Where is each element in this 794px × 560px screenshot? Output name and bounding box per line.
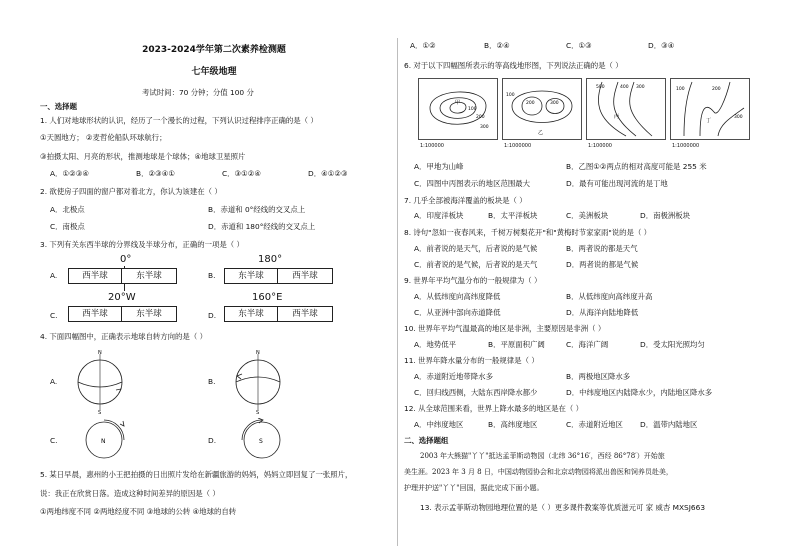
q3-option-c-letter[interactable]: C. <box>50 311 58 320</box>
q6-map-jia <box>418 78 498 140</box>
q6-stem: 6. 对于以下四幅图所表示的等高线地形图，下列说法正确的是（ ） <box>404 61 623 70</box>
q4-globe-b-figure <box>224 350 292 414</box>
q6-yi-label: 乙 <box>538 130 544 136</box>
q5-statements: ①两地纬度不同 ②两地经度不同 ③地球的公转 ④地球的自转 <box>40 507 237 516</box>
q5-stem-line2: 说：我正在欣赏日落。造成这种时间差异的原因是（ ） <box>40 489 220 498</box>
q6-jia-val-3: 300 <box>480 125 489 130</box>
q3-option-b-east: 西半球 <box>277 269 332 283</box>
q4-globe-c-figure <box>74 418 134 462</box>
q12-option-d[interactable]: D．温带内陆地区 <box>640 420 698 429</box>
q8-option-d[interactable]: D．两者说的都是气候 <box>566 260 639 269</box>
q9-stem: 9. 世界年平均气温分布的一般规律为（ ） <box>404 276 542 285</box>
q6-jia-val-2: 200 <box>476 115 485 120</box>
svg-text:S: S <box>259 438 263 445</box>
q4-stem: 4. 下面四幅图中，正确表示地球自转方向的是（ ） <box>40 332 207 341</box>
q12-option-c[interactable]: C．赤道附近地区 <box>566 420 623 429</box>
q10-option-b[interactable]: B．平原面积广阔 <box>488 340 545 349</box>
q1-option-b[interactable]: B．②③④① <box>136 169 175 178</box>
q3-option-a-west: 西半球 <box>82 271 108 281</box>
q9-option-a[interactable]: A．从低纬度向高纬度降低 <box>414 292 501 301</box>
q1-option-a[interactable]: A．①②③④ <box>50 169 89 178</box>
column-divider <box>397 38 398 546</box>
q1-option-d[interactable]: D．④①②③ <box>308 169 348 178</box>
q10-option-d[interactable]: D．受太阳光照均匀 <box>640 340 705 349</box>
q8-option-a[interactable]: A．前者说的是天气，后者说的是气候 <box>414 244 538 253</box>
q4-option-b-letter[interactable]: B. <box>208 377 216 386</box>
q7-option-a[interactable]: A．印度洋板块 <box>414 211 464 220</box>
q8-stem: 8. 诗句"忽如一夜春风来，千树万树梨花开"和"黄梅时节家家雨"说的是（ ） <box>404 228 652 237</box>
q3-option-b-west: 东半球 <box>238 271 264 281</box>
q6-map-yi <box>502 78 582 140</box>
q4-option-c-letter[interactable]: C. <box>50 436 58 445</box>
q2-option-b[interactable]: B．赤道和 0°经线的交叉点上 <box>208 205 306 214</box>
q6-yi-val-3: 300 <box>550 101 559 106</box>
q5-option-a[interactable]: A．①② <box>410 41 436 50</box>
q6-scale-1: 1:100000 <box>420 143 444 149</box>
q6-option-a[interactable]: A．甲地为山峰 <box>414 162 464 171</box>
q6-bing-label: 丙 <box>614 114 620 120</box>
q6-yi-val-2: 200 <box>526 101 535 106</box>
q6-map-bing <box>586 78 666 140</box>
q2-stem: 2. 欲使房子四面的窗户都对着北方，你认为该建在（ ） <box>40 187 222 196</box>
q6-option-c[interactable]: C．四图中丙图表示的地区范围最大 <box>414 179 531 188</box>
q3-option-c-east: 东半球 <box>121 307 176 321</box>
q4-globe-a-figure <box>66 350 134 414</box>
q11-stem: 11. 世界年降水量分布的一般规律是（ ） <box>404 356 539 365</box>
q6-ding-val-1: 100 <box>676 87 685 92</box>
q6-scale-3: 1:100000 <box>588 143 612 149</box>
passage-line1: 2003 年大熊猫"丫丫"抵达孟菲斯动物园（北纬 36°16′，西经 86°78′）开始旅 <box>420 452 665 460</box>
q7-option-d[interactable]: D．南极洲板块 <box>640 211 691 220</box>
q9-option-d[interactable]: D．从海洋向陆地降低 <box>566 308 639 317</box>
q4-option-d-letter[interactable]: D. <box>208 436 217 445</box>
q3-option-c-box[interactable] <box>68 306 177 322</box>
q4-globe-d-figure <box>232 418 292 462</box>
svg-text:N: N <box>101 438 106 445</box>
q12-option-b[interactable]: B．高纬度地区 <box>488 420 538 429</box>
q2-option-c[interactable]: C．南极点 <box>50 222 85 231</box>
q10-stem: 10. 世界年平均气温最高的地区是非洲，主要原因是非洲（ ） <box>404 324 606 333</box>
q5-option-d[interactable]: D．③④ <box>648 41 675 50</box>
q1-items-line2: ③拍摄太阳、月亮的形状，推测地球是个球体；④地球卫星照片 <box>40 152 246 161</box>
q3-option-b-box[interactable] <box>224 268 333 284</box>
q6-scale-4: 1:1000000 <box>672 143 700 149</box>
exam-subject: 七年级地理 <box>191 67 237 77</box>
q6-ding-val-3: 300 <box>734 115 743 120</box>
q9-option-c[interactable]: C．从亚洲中部向赤道降低 <box>414 308 501 317</box>
svg-text:N: N <box>256 350 260 356</box>
q1-stem: 1. 人们对地球形状的认识，经历了一个漫长的过程，下列认识过程排序正确的是（ ） <box>40 116 318 125</box>
q8-option-b[interactable]: B．两者说的都是天气 <box>566 244 638 253</box>
q3-option-d-west: 东半球 <box>238 309 264 319</box>
q8-option-c[interactable]: C．前者说的是气候，后者说的是天气 <box>414 260 538 269</box>
q12-stem: 12. 从全球范围来看，世界上降水最多的地区是在（ ） <box>404 404 584 413</box>
passage-line3: 护理并护送"丫丫"回国，据此完成下面小题。 <box>404 484 544 492</box>
q3-option-d-line-label: 160°E <box>252 292 283 303</box>
svg-text:S: S <box>98 410 102 414</box>
q7-stem: 7. 几乎全部被海洋覆盖的板块是（ ） <box>404 196 527 205</box>
svg-text:N: N <box>98 350 102 356</box>
q3-option-b-letter[interactable]: B. <box>208 271 216 280</box>
q3-stem: 3. 下列有关东西半球的分界线及半球分布，正确的一项是（ ） <box>40 240 244 249</box>
q11-option-b[interactable]: B．两极地区降水多 <box>566 372 631 381</box>
q6-jia-label: 甲 <box>455 100 461 106</box>
q3-option-a-box[interactable] <box>68 268 177 284</box>
q6-yi-val-1: 100 <box>506 93 515 98</box>
q10-option-a[interactable]: A．地势低平 <box>414 340 457 349</box>
section-group-heading: 二、选择题组 <box>404 436 449 445</box>
q6-bing-val-2: 400 <box>620 85 629 90</box>
q3-option-d-box[interactable] <box>224 306 333 322</box>
q6-ding-label: 丁 <box>706 118 712 124</box>
q6-ding-val-2: 200 <box>712 87 721 92</box>
q3-option-d-east: 西半球 <box>277 307 332 321</box>
q2-option-d[interactable]: D．赤道和 180°经线的交叉点上 <box>208 222 316 231</box>
q3-option-b-line-label: 180° <box>258 254 283 265</box>
q3-option-a-line-label: 0° <box>120 254 132 265</box>
q6-option-b[interactable]: B．乙图①②两点的相对高度可能是 255 米 <box>566 162 707 171</box>
exam-title: 2023-2024学年第二次素养检测题 <box>142 45 286 55</box>
q7-option-c[interactable]: C．美洲板块 <box>566 211 609 220</box>
exam-info: 考试时间：70 分钟；分值 100 分 <box>142 88 254 97</box>
q3-option-c-west: 西半球 <box>82 309 108 319</box>
q1-option-c[interactable]: C．③①②④ <box>222 169 262 178</box>
q1-items-line1: ①天圆地方； ②麦哲伦船队环球航行； <box>40 133 167 142</box>
q2-option-a[interactable]: A．北极点 <box>50 205 85 214</box>
passage-line2: 美生涯。2023 年 3 月 8 日，中国动物园协会和北京动物园将派出兽医和饲养员赴美， <box>404 468 673 476</box>
q6-jia-val-1: 100 <box>468 107 477 112</box>
q11-option-d[interactable]: D．中纬度地区内陆降水少，内陆地区降水多 <box>566 388 713 397</box>
q5-option-b[interactable]: B．②④ <box>484 41 510 50</box>
q6-bing-val-1: 500 <box>596 85 605 90</box>
q3-option-a-east: 东半球 <box>121 269 176 283</box>
q6-map-ding <box>670 78 750 140</box>
q6-bing-val-3: 300 <box>636 85 645 90</box>
svg-text:S: S <box>256 410 260 414</box>
q7-option-b[interactable]: B．太平洋板块 <box>488 211 538 220</box>
q3-option-a-letter[interactable]: A. <box>50 271 58 280</box>
q5-option-c[interactable]: C．①③ <box>566 41 592 50</box>
q6-option-d[interactable]: D．最有可能出现河流的是丁地 <box>566 179 668 188</box>
q4-option-a-letter[interactable]: A. <box>50 377 58 386</box>
section-choice-heading: 一、选择题 <box>40 102 77 111</box>
q10-option-c[interactable]: C．海洋广阔 <box>566 340 609 349</box>
q11-option-c[interactable]: C．回归线西侧，大陆东西岸降水都少 <box>414 388 538 397</box>
q3-option-c-line-label: 20°W <box>108 292 136 303</box>
q11-option-a[interactable]: A．赤道附近地带降水多 <box>414 372 493 381</box>
q9-option-b[interactable]: B．从低纬度向高纬度升高 <box>566 292 653 301</box>
q3-option-d-letter[interactable]: D. <box>208 311 217 320</box>
q5-stem-line1: 5. 某日早晨，惠州的小王把拍摄的日出照片发给在新疆旅游的妈妈，妈妈立即回复了一张照片， <box>40 470 353 479</box>
q13-stem: 13. 表示孟菲斯动物园地理位置的是（ ）更多课件教案等优质滋元可 家 威杏 MXSJ663 <box>420 503 706 512</box>
q12-option-a[interactable]: A．中纬度地区 <box>414 420 464 429</box>
q6-scale-2: 1:1000000 <box>504 143 532 149</box>
